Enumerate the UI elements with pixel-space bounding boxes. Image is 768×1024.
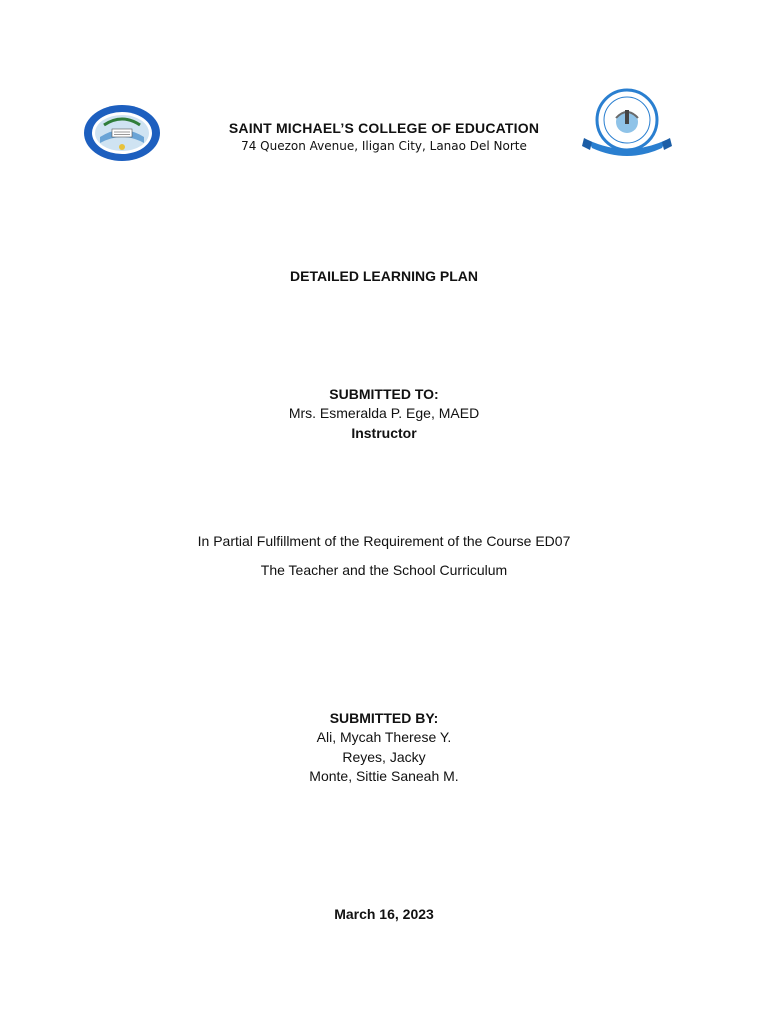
- instructor-role: Instructor: [351, 425, 417, 441]
- document-title: DETAILED LEARNING PLAN: [290, 268, 478, 284]
- student-name: Monte, Sittie Saneah M.: [309, 768, 459, 784]
- institution-address: 74 Quezon Avenue, Iligan City, Lanao Del Norte: [241, 139, 527, 153]
- submitted-to-heading: SUBMITTED TO:: [329, 386, 439, 402]
- course-requirement-line: In Partial Fulfillment of the Requirement of the Course ED07: [197, 533, 571, 549]
- course-title-line: The Teacher and the School Curriculum: [260, 562, 508, 578]
- instructor-name: Mrs. Esmeralda P. Ege, MAED: [288, 405, 480, 421]
- institution-name: SAINT MICHAEL’S COLLEGE OF EDUCATION: [228, 120, 540, 136]
- student-name: Ali, Mycah Therese Y.: [316, 729, 452, 745]
- student-name: Reyes, Jacky: [342, 749, 426, 765]
- submitted-by-heading: SUBMITTED BY:: [329, 710, 439, 726]
- submission-date: March 16, 2023: [334, 906, 434, 922]
